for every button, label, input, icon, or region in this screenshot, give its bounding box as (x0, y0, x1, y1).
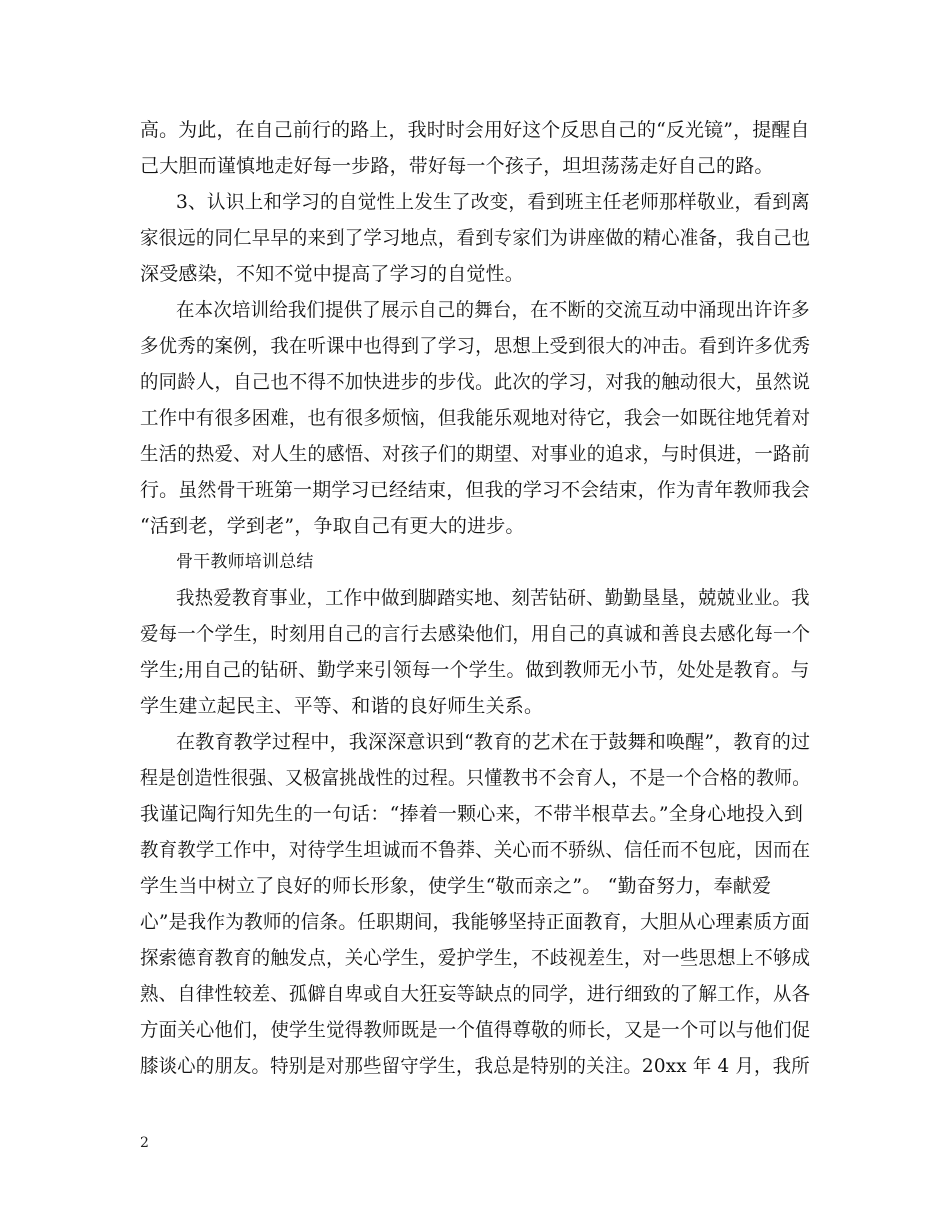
text-line: 在本次培训给我们提供了展示自己的舞台，在不断的交流互动中涌现出许许多 (176, 299, 810, 321)
text-line: 爱每一个学生，时刻用自己的言行去感染他们，用自己的真诚和善良去感化每一个 (140, 623, 811, 645)
text-line: 探索德育教育的触发点，关心学生，爱护学生，不歧视差生，对一些思想上不够成 (140, 947, 811, 969)
text-line: 行。虽然骨干班第一期学习已经结束，但我的学习不会结束，作为青年教师我会 (140, 479, 810, 501)
text-line: 熟、自律性较差、孤僻自卑或自大狂妄等缺点的同学，进行细致的了解工作，从各 (140, 983, 811, 1005)
text-line: 家很远的同仁早早的来到了学习地点，看到专家们为讲座做的精心准备，我自己也 (140, 227, 811, 249)
text-line: 己大胆而谨慎地走好每一步路，带好每一个孩子，坦坦荡荡走好自己的路。 (140, 155, 774, 177)
section-heading: 骨干教师培训总结 (176, 552, 314, 572)
text-line: 程是创造性很强、又极富挑战性的过程。只懂教书不会育人，不是一个合格的教师。 (140, 767, 811, 789)
text-line: 心”是我作为教师的信条。任职期间，我能够坚持正面教育，大胆从心理素质方面 (140, 911, 810, 933)
text-line: 生活的热爱、对人生的感悟、对孩子们的期望、对事业的追求，与时俱进，一路前 (140, 443, 811, 465)
text-line: 3、认识上和学习的自觉性上发生了改变，看到班主任老师那样敬业，看到离 (176, 191, 810, 213)
text-line: 学生建立起民主、平等、和谐的良好师生关系。 (140, 695, 544, 717)
text-line: 学生当中树立了良好的师长形象，使学生“敬而亲之”。 “勤奋努力，奉献爱 (140, 875, 772, 897)
text-line: 深受感染，不知不觉中提高了学习的自觉性。 (140, 263, 525, 285)
page-number: 2 (140, 1135, 149, 1151)
text-line: 的同龄人，自己也不得不加快进步的步伐。此次的学习，对我的触动很大，虽然说 (140, 371, 811, 393)
text-line: 我谨记陶行知先生的一句话：“捧着一颗心来，不带半根草去。”全身心地投入到 (140, 803, 804, 825)
text-line: 膝谈心的朋友。特别是对那些留守学生，我总是特别的关注。20xx 年 4 月，我所 (140, 1055, 810, 1077)
text-line: 在教育教学过程中，我深深意识到“教育的艺术在于鼓舞和唤醒”，教育的过 (176, 731, 811, 753)
text-line: 方面关心他们，使学生觉得教师既是一个值得尊敬的师长，又是一个可以与他们促 (140, 1019, 811, 1041)
text-line: 学生;用自己的钻研、勤学来引领每一个学生。做到教师无小节，处处是教育。与 (140, 659, 810, 681)
text-line: 多优秀的案例，我在听课中也得到了学习，思想上受到很大的冲击。看到许多优秀 (140, 335, 811, 357)
text-line: 工作中有很多困难，也有很多烦恼，但我能乐观地对待它，我会一如既往地凭着对 (140, 407, 811, 429)
text-line: “活到老，学到老”，争取自己有更大的进步。 (140, 515, 525, 537)
text-line: 教育教学工作中，对待学生坦诚而不鲁莽、关心而不骄纵、信任而不包庇，因而在 (140, 839, 811, 861)
text-line: 我热爱教育事业，工作中做到脚踏实地、刻苦钻研、勤勤垦垦，兢兢业业。我 (176, 587, 810, 609)
text-line: 高。为此，在自己前行的路上，我时时会用好这个反思自己的“反光镜”，提醒自 (140, 119, 810, 141)
